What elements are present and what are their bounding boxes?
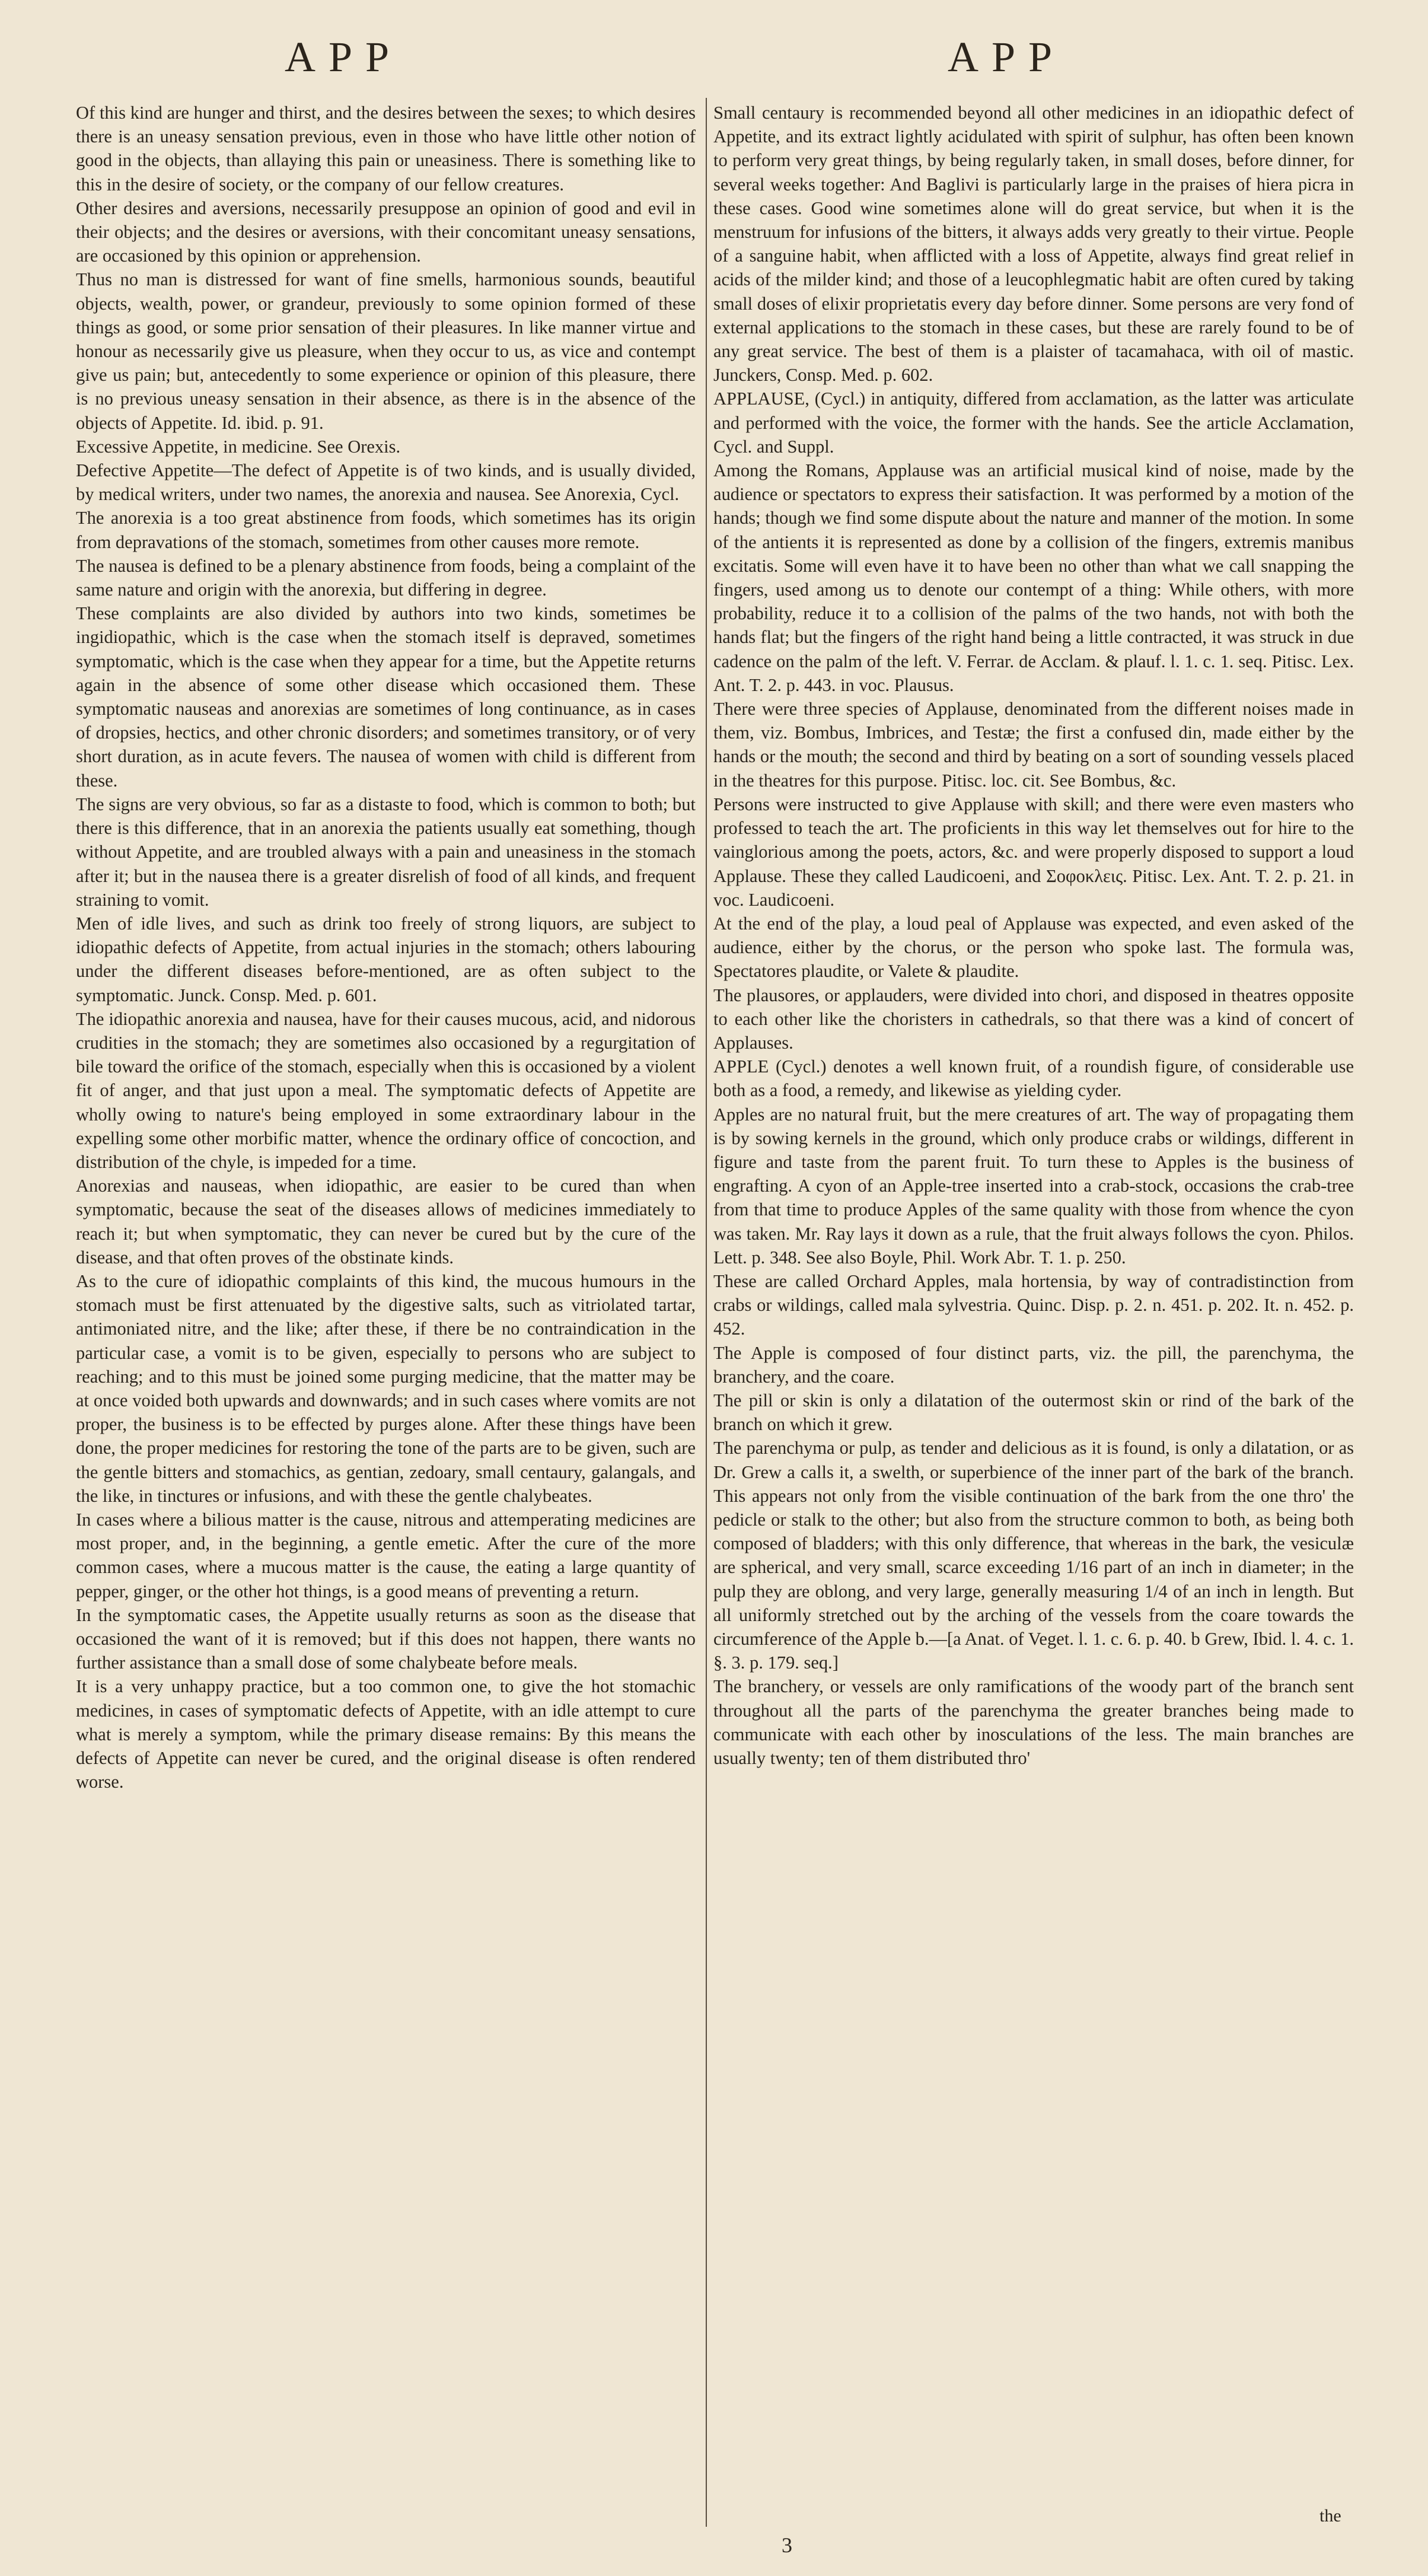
paragraph: APPLE (Cycl.) denotes a well known fruit, of a roundish figure, of considerable use both as a food, a remedy, and likewise as yielding cyder.	[713, 1056, 1354, 1101]
paragraph: There were three species of Applause, denominated from the different noises made in them, viz. Bombus, Imbrices, and Testæ; the first a confused din, made either by the hands or the mouth; the second and third by beating on a sort of sounding vessels placed in the theatres for this purpose. Pitisc. loc. cit. See Bombus, &c.	[713, 699, 1354, 791]
paragraph: The plausores, or applauders, were divided into chori, and disposed in theatres opposite to each other like the choristers in cathedrals, so that there was a kind of concert of Applauses.	[713, 985, 1354, 1053]
paragraph: Persons were instructed to give Applause with skill; and there were even masters who professed to teach the art. The proficients in this way let themselves out for hire to the vainglorious among the poets, actors, &c. and were properly disposed to support a loud Applause. These they called Laudicoeni, and Σοφοκλεις. Pitisc. Lex. Ant. T. 2. p. 21. in voc. Laudicoeni.	[713, 794, 1354, 910]
paragraph: In cases where a bilious matter is the cause, nitrous and attemperating medicines are most proper, and, in the beginning, a gentle emetic. After the cure of the more common cases, where a mucous matter is the cause, the eating a large quantity of pepper, ginger, or the other hot things, is a good means of preventing a return.	[76, 1509, 696, 1601]
right-column	[713, 101, 1354, 1770]
paragraph: It is a very unhappy practice, but a too common one, to give the hot stomachic medicines, in cases of symptomatic defects of Appetite, with an idle attempt to cure what is merely a symptom, while the primary disease remains: By this means the defects of Appetite can never be cured, and the original disease is often rendered worse.	[76, 1676, 696, 1792]
paragraph: These are called Orchard Apples, mala hortensia, by way of contradistinction from crabs or wildings, called mala sylvestria. Quinc. Disp. p. 2. n. 451. p. 202. It. n. 452. p. 452.	[713, 1271, 1354, 1339]
paragraph: Small centaury is recommended beyond all other medicines in an idiopathic defect of Appetite, and its extract lightly acidulated with spirit of sulphur, has often been known to perform very great things, by being regularly taken, in small doses, before dinner, for several weeks together: And Baglivi is particularly large in the praises of hiera picra in these cases. Good wine sometimes alone will do great service, but when it is the menstruum for infusions of the bitters, it always adds very greatly to their virtue. People of a sanguine habit, when afflicted with a loss of Appetite, always find great relief in acids of the milder kind; and those of a leucophlegmatic habit are often cured by taking small doses of elixir proprietatis every day before dinner. Some persons are very fond of external applications to the stomach in these cases, but these are rarely found to be of any great service. The best of them is a plaister of tacamahaca, with oil of mastic. Junckers, Consp. Med. p. 602.	[713, 103, 1354, 386]
paragraph: In the symptomatic cases, the Appetite usually returns as soon as the disease that occasioned the want of it is removed; but if this does not happen, there wants no further assistance than a small dose of some chalybeate before meals.	[76, 1604, 696, 1673]
running-head-left: APP	[285, 33, 403, 81]
running-head-right: APP	[948, 33, 1066, 81]
paragraph: The idiopathic anorexia and nausea, have for their causes mucous, acid, and nidorous crudities in the stomach; they are sometimes also occasioned by a regurgitation of bile toward the orifice of the stomach, especially when this is occasioned by a violent fit of anger, and that just upon a meal. The symptomatic defects of Appetite are wholly owing to nature's being employed in some extraordinary labour in the expelling some other morbific matter, whence the ordinary office of concoction, and distribution of the chyle, is impeded for a time.	[76, 1008, 696, 1172]
paragraph: Defective Appetite—The defect of Appetite is of two kinds, and is usually divided, by medical writers, under two names, the anorexia and nausea. See Anorexia, Cycl.	[76, 460, 696, 505]
paragraph: The nausea is defined to be a plenary abstinence from foods, being a complaint of the same nature and origin with the anorexia, but differing in degree.	[76, 555, 696, 600]
column-rule	[706, 98, 707, 2527]
paragraph: The signs are very obvious, so far as a distaste to food, which is common to both; but there is this difference, that in an anorexia the patients usually eat something, though without Appetite, and are troubled always with a pain and uneasiness in the stomach after it; but in the nausea there is a greater disrelish of food of all kinds, and frequent straining to vomit.	[76, 794, 696, 910]
left-column	[76, 101, 696, 1794]
paragraph: The anorexia is a too great abstinence from foods, which sometimes has its origin from depravations of the stomach, sometimes from other causes more remote.	[76, 508, 696, 552]
paragraph: Other desires and aversions, necessarily presuppose an opinion of good and evil in their objects; and the desires or aversions, with their concomitant uneasy sensations, are occasioned by this opinion or apprehension.	[76, 198, 696, 266]
paragraph: Apples are no natural fruit, but the mere creatures of art. The way of propagating them is by sowing kernels in the ground, which only produce crabs or wildings, different in figure and taste from the parent fruit. To turn these to Apples is the business of engrafting. A cyon of an Apple-tree inserted into a crab-stock, occasions the crab-tree from that time to produce Apples of the same quality with those from whence the cyon was taken. Mr. Ray lays it down as a rule, that the fruit always follows the cyon. Philos. Lett. p. 348. See also Boyle, Phil. Work Abr. T. 1. p. 250.	[713, 1104, 1354, 1268]
paragraph: As to the cure of idiopathic complaints of this kind, the mucous humours in the stomach must be first attenuated by the digestive salts, such as vitriolated tartar, antimoniated nitre, and the like; after these, if there be no contraindication in the particular case, a vomit is to be given, especially to persons who are subject to reaching; and to this must be joined some purging medicine, that the matter may be at once voided both upwards and downwards; and in such cases where vomits are not proper, the business is to be effected by purges alone. After these things have been done, the proper medicines for restoring the tone of the parts are to be given, such are the gentle bitters and stomachics, as gentian, zedoary, small centaury, galangals, and the like, in tinctures or infusions, and with these the gentle chalybeates.	[76, 1271, 696, 1506]
paragraph: Anorexias and nauseas, when idiopathic, are easier to be cured than when symptomatic, because the seat of the diseases allows of medicines immediately to reach it; but when symptomatic, they can never be cured but by the cure of the disease, and that often proves of the obstinate kinds.	[76, 1176, 696, 1268]
catchword: the	[1319, 2506, 1341, 2526]
paragraph: Of this kind are hunger and thirst, and the desires between the sexes; to which desires there is an uneasy sensation previous, even in those who have little other notion of good in the objects, than allaying this pain or uneasiness. There is something like to this in the desire of society, or the company of our fellow creatures.	[76, 103, 696, 195]
paragraph: APPLAUSE, (Cycl.) in antiquity, differed from acclamation, as the latter was articulate and performed with the voice, the former with the hands. See the article Acclamation, Cycl. and Suppl.	[713, 389, 1354, 457]
paragraph: The pill or skin is only a dilatation of the outermost skin or rind of the bark of the branch on which it grew.	[713, 1390, 1354, 1435]
paragraph: Excessive Appetite, in medicine. See Orexis.	[76, 436, 401, 457]
paragraph: Among the Romans, Applause was an artificial musical kind of noise, made by the audience or spectators to express their satisfaction. It was performed by a motion of the hands; though we find some dispute about the nature and manner of the motion. In some of the antients it is represented as done by a collision of the fingers, extremis manibus excitatis. Some will even have it to have been no other than what we call snapping the fingers, used among us to denote our contempt of a thing: While others, with more probability, reduce it to a collision of the palms of the two hands, not with both the hands flat; but the fingers of the right hand being a little contracted, it was struck in due cadence on the palm of the left. V. Ferrar. de Acclam. & plauf. l. 1. c. 1. seq. Pitisc. Lex. Ant. T. 2. p. 443. in voc. Plausus.	[713, 460, 1354, 695]
paragraph: The Apple is composed of four distinct parts, viz. the pill, the parenchyma, the branchery, and the coare.	[713, 1342, 1354, 1387]
paragraph: At the end of the play, a loud peal of Applause was expected, and even asked of the audience, either by the chorus, or the person who spoke last. The formula was, Spectatores plaudite, or Valete & plaudite.	[713, 913, 1354, 982]
paragraph: The parenchyma or pulp, as tender and delicious as it is found, is only a dilatation, or as Dr. Grew a calls it, a swelth, or superbience of the inner part of the bark of the branch. This appears not only from the visible continuation of the bark from the one thro' the pedicle or stalk to the other; but also from the structure common to both, as being both composed of bladders; with this only difference, that whereas in the bark, the vesiculæ are spherical, and very small, scarce exceeding 1/16 part of an inch in diameter; in the pulp they are oblong, and very large, generally measuring 1/4 of an inch in length. But all uniformly stretched out by the arching of the vessels from the coare towards the circumference of the Apple b.—[a Anat. of Veget. l. 1. c. 6. p. 40. b Grew, Ibid. l. 4. c. 1. §. 3. p. 179. seq.]	[713, 1438, 1354, 1673]
page-number: 3	[782, 2533, 792, 2557]
paragraph: Thus no man is distressed for want of fine smells, harmonious sounds, beautiful objects, wealth, power, or grandeur, previously to some opinion formed of these things as good, or some prior sensation of their pleasures. In like manner virtue and honour as necessarily give us pleasure, when they occur to us, as vice and contempt give us pain; but, antecedently to some experience or opinion of this pleasure, there is no previous uneasy sensation in their absence, as there is in the absence of the objects of Appetite. Id. ibid. p. 91.	[76, 269, 696, 433]
paragraph: The branchery, or vessels are only ramifications of the woody part of the branch sent throughout all the parts of the parenchyma the greater branches being made to communicate with each other by inosculations of the less. The main branches are usually twenty; ten of them distributed thro'	[713, 1676, 1354, 1769]
paragraph: Men of idle lives, and such as drink too freely of strong liquors, are subject to idiopathic defects of Appetite, from actual injuries in the stomach; others labouring under the different diseases before-mentioned, are as often subject to the symptomatic. Junck. Consp. Med. p. 601.	[76, 913, 696, 1005]
paragraph: These complaints are also divided by authors into two kinds, sometimes be ingidiopathic, which is the case when the stomach itself is depraved, sometimes symptomatic, which is the case when they appear for a time, but the Appetite returns again in the absence of some other disease which occasioned them. These symptomatic nauseas and anorexias are sometimes of long continuance, as in cases of dropsies, hectics, and other chronic disorders; and sometimes transitory, or of very short duration, as in acute fevers. The nausea of women with child is different from these.	[76, 603, 696, 791]
